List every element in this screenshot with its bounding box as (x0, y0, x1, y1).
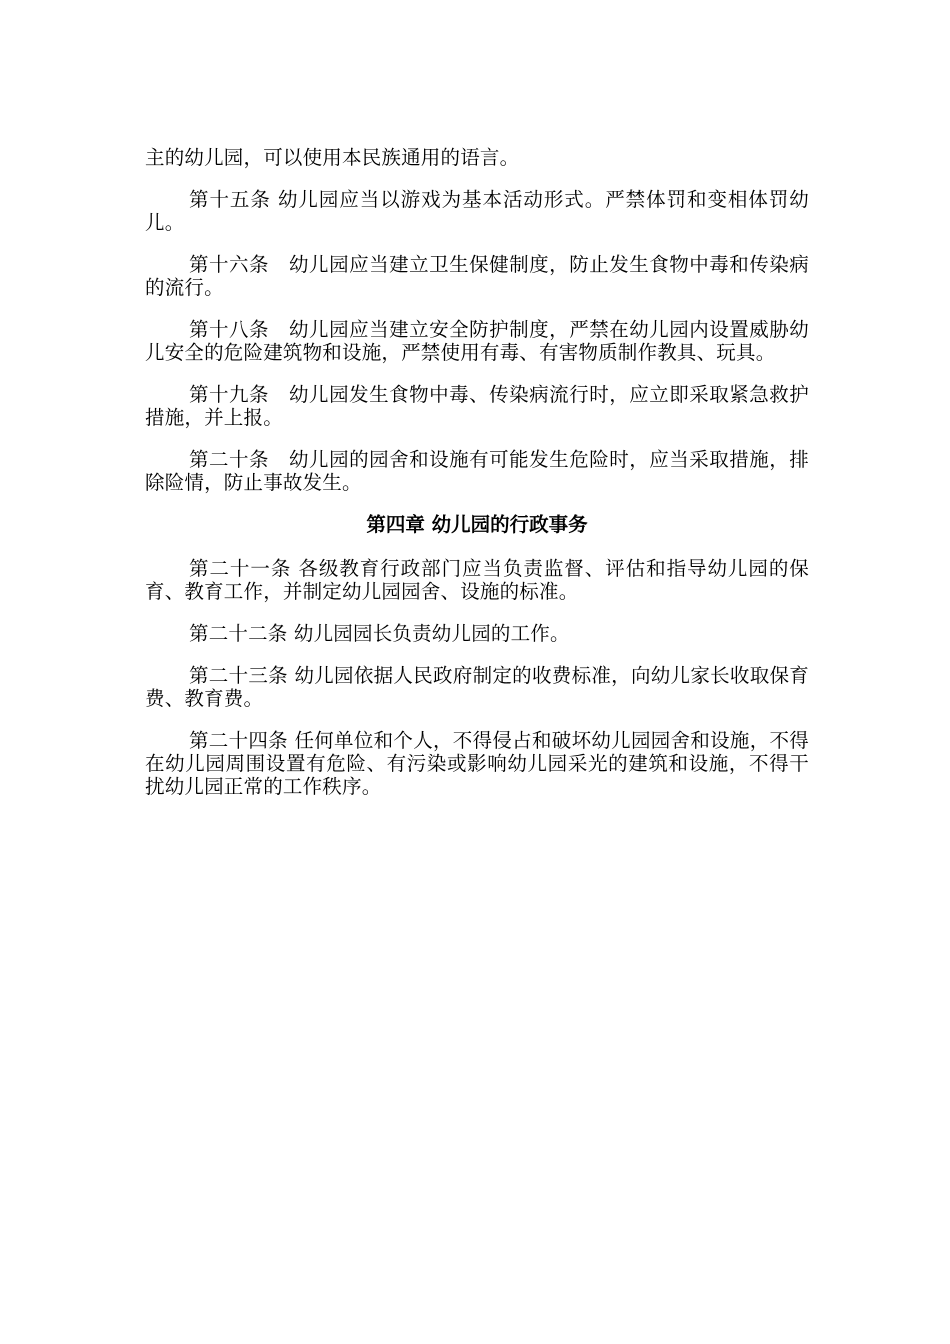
paragraph-article-18: 第十八条 幼儿园应当建立安全防护制度，严禁在幼儿园内设置威胁幼儿安全的危险建筑物和设施，严禁使用有毒、有害物质制作教具、玩具。 (145, 318, 809, 364)
paragraph-article-20: 第二十条 幼儿园的园舍和设施有可能发生危险时，应当采取措施，排除险情，防止事故发生。 (145, 448, 809, 494)
paragraph-article-16: 第十六条 幼儿园应当建立卫生保健制度，防止发生食物中毒和传染病的流行。 (145, 253, 809, 299)
paragraph-article-19: 第十九条 幼儿园发生食物中毒、传染病流行时，应立即采取紧急救护措施，并上报。 (145, 383, 809, 429)
paragraph-article-22: 第二十二条 幼儿园园长负责幼儿园的工作。 (189, 622, 570, 645)
paragraph-article-24: 第二十四条 任何单位和个人，不得侵占和破坏幼儿园园舍和设施，不得在幼儿园周围设置有危险、有污染或影响幼儿园采光的建筑和设施，不得干扰幼儿园正常的工作秩序。 (145, 729, 809, 798)
paragraph-article-15: 第十五条 幼儿园应当以游戏为基本活动形式。严禁体罚和变相体罚幼儿。 (145, 188, 809, 234)
document-page (145, 146, 809, 817)
paragraph-continuation: 主的幼儿园，可以使用本民族通用的语言。 (145, 146, 520, 169)
paragraph-article-21: 第二十一条 各级教育行政部门应当负责监督、评估和指导幼儿园的保育、教育工作，并制定幼儿园园舍、设施的标准。 (145, 557, 809, 603)
chapter-heading: 第四章 幼儿园的行政事务 (366, 513, 588, 536)
paragraph-article-23: 第二十三条 幼儿园依据人民政府制定的收费标准，向幼儿家长收取保育费、教育费。 (145, 664, 809, 710)
